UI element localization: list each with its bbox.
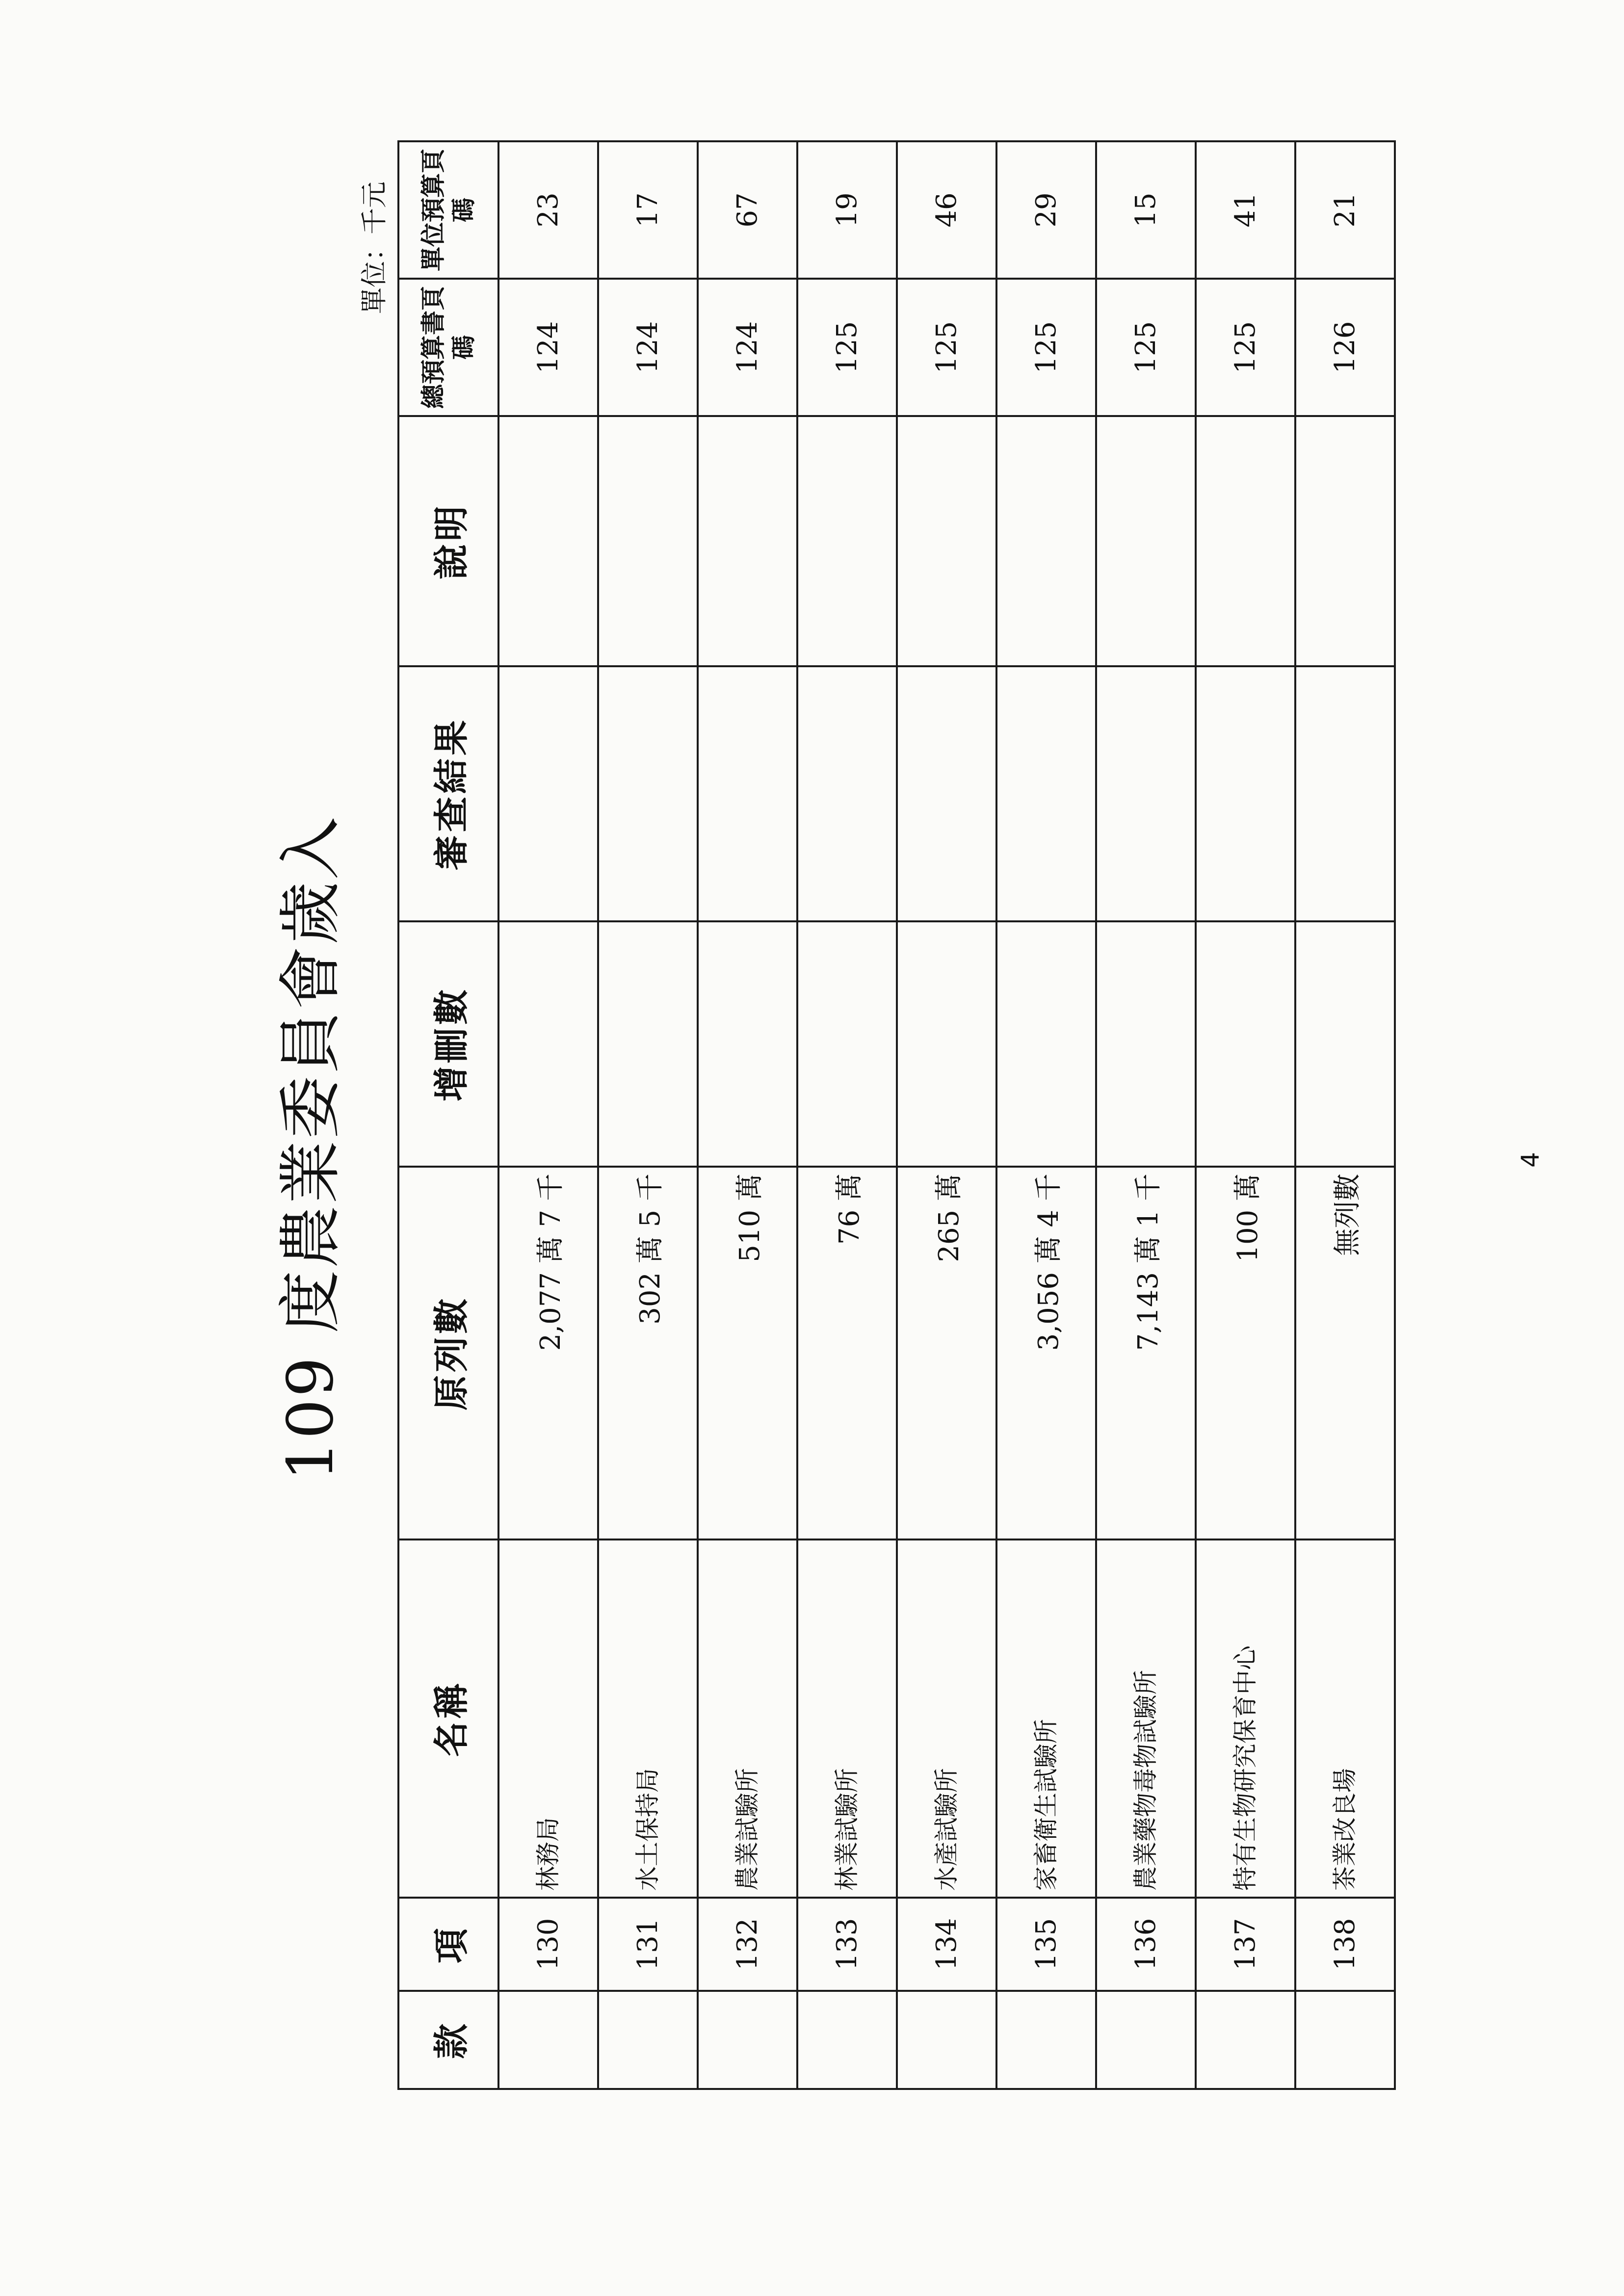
cell-item: 136 — [1096, 1898, 1196, 1991]
page-number: 4 — [1516, 1152, 1545, 1168]
table-body — [498, 141, 1395, 2089]
cell-original: 7,143 萬 1 千 — [1096, 1167, 1196, 1539]
cell-note — [498, 416, 598, 666]
cell-item: 135 — [996, 1898, 1096, 1991]
cell-name: 農業藥物毒物試驗所 — [1096, 1539, 1196, 1898]
header-row — [398, 141, 498, 2089]
cell-change — [897, 921, 996, 1167]
cell-total-page: 125 — [996, 279, 1096, 416]
cell-total-page: 126 — [1295, 279, 1395, 416]
document-title: 109 度農業委員會歲入 — [274, 815, 347, 1481]
cell-change — [996, 921, 1096, 1167]
table-row — [1295, 141, 1395, 2089]
cell-total-page: 125 — [1096, 279, 1196, 416]
cell-change — [1196, 921, 1295, 1167]
cell-review — [897, 666, 996, 921]
cell-note — [797, 416, 897, 666]
cell-item: 132 — [698, 1898, 797, 1991]
cell-total-page: 124 — [598, 279, 698, 416]
cell-name: 農業試驗所 — [698, 1539, 797, 1898]
cell-total-page: 125 — [897, 279, 996, 416]
cell-note — [996, 416, 1096, 666]
cell-unit-page: 19 — [797, 141, 897, 279]
cell-original: 100 萬 — [1196, 1167, 1295, 1539]
cell-unit-page: 41 — [1196, 141, 1295, 279]
cell-item: 131 — [598, 1898, 698, 1991]
header-original: 原列數 — [398, 1167, 498, 1539]
cell-unit-page: 15 — [1096, 141, 1196, 279]
cell-section — [1295, 1991, 1395, 2089]
table-row — [797, 141, 897, 2089]
cell-unit-page: 67 — [698, 141, 797, 279]
table-row — [698, 141, 797, 2089]
cell-item: 137 — [1196, 1898, 1295, 1991]
cell-section — [1196, 1991, 1295, 2089]
header-section: 款 — [398, 1991, 498, 2089]
cell-change — [598, 921, 698, 1167]
cell-review — [1096, 666, 1196, 921]
table-row — [598, 141, 698, 2089]
header-change: 增刪數 — [398, 921, 498, 1167]
table-row — [897, 141, 996, 2089]
cell-unit-page: 23 — [498, 141, 598, 279]
cell-original: 302 萬 5 千 — [598, 1167, 698, 1539]
cell-note — [1096, 416, 1196, 666]
cell-change — [1096, 921, 1196, 1167]
cell-total-page: 125 — [797, 279, 897, 416]
cell-section — [897, 1991, 996, 2089]
header-review: 審查結果 — [398, 666, 498, 921]
cell-change — [498, 921, 598, 1167]
table-row — [498, 141, 598, 2089]
cell-total-page: 124 — [498, 279, 598, 416]
header-item: 項 — [398, 1898, 498, 1991]
cell-unit-page: 46 — [897, 141, 996, 279]
cell-change — [698, 921, 797, 1167]
cell-note — [1295, 416, 1395, 666]
cell-original: 無列數 — [1295, 1167, 1395, 1539]
cell-section — [1096, 1991, 1196, 2089]
cell-total-page: 124 — [698, 279, 797, 416]
cell-name: 林業試驗所 — [797, 1539, 897, 1898]
cell-original: 2,077 萬 7 千 — [498, 1167, 598, 1539]
cell-note — [897, 416, 996, 666]
cell-original: 76 萬 — [797, 1167, 897, 1539]
cell-original: 510 萬 — [698, 1167, 797, 1539]
cell-name: 茶業改良場 — [1295, 1539, 1395, 1898]
cell-section — [698, 1991, 797, 2089]
cell-review — [1196, 666, 1295, 921]
cell-item: 130 — [498, 1898, 598, 1991]
cell-section — [996, 1991, 1096, 2089]
cell-note — [698, 416, 797, 666]
cell-review — [698, 666, 797, 921]
cell-original: 265 萬 — [897, 1167, 996, 1539]
header-name: 名稱 — [398, 1539, 498, 1898]
cell-item: 133 — [797, 1898, 897, 1991]
cell-original: 3,056 萬 4 千 — [996, 1167, 1096, 1539]
cell-section — [598, 1991, 698, 2089]
cell-review — [498, 666, 598, 921]
cell-section — [498, 1991, 598, 2089]
table-row — [1096, 141, 1196, 2089]
cell-review — [996, 666, 1096, 921]
cell-review — [797, 666, 897, 921]
unit-label: 單位：千元 — [359, 182, 390, 314]
table-row — [996, 141, 1096, 2089]
cell-name: 水土保持局 — [598, 1539, 698, 1898]
cell-section — [797, 1991, 897, 2089]
cell-unit-page: 29 — [996, 141, 1096, 279]
cell-note — [1196, 416, 1295, 666]
cell-change — [797, 921, 897, 1167]
cell-item: 138 — [1295, 1898, 1395, 1991]
header-total-page: 總預算書頁碼 — [398, 279, 498, 416]
header-note: 說明 — [398, 416, 498, 666]
header-unit-page: 單位預算頁碼 — [398, 141, 498, 279]
budget-table — [397, 140, 1396, 2090]
cell-unit-page: 21 — [1295, 141, 1395, 279]
cell-name: 林務局 — [498, 1539, 598, 1898]
cell-note — [598, 416, 698, 666]
cell-review — [598, 666, 698, 921]
cell-name: 特有生物研究保育中心 — [1196, 1539, 1295, 1898]
cell-unit-page: 17 — [598, 141, 698, 279]
table-row — [1196, 141, 1295, 2089]
cell-name: 水產試驗所 — [897, 1539, 996, 1898]
cell-name: 家畜衛生試驗所 — [996, 1539, 1096, 1898]
cell-item: 134 — [897, 1898, 996, 1991]
cell-review — [1295, 666, 1395, 921]
cell-change — [1295, 921, 1395, 1167]
cell-total-page: 125 — [1196, 279, 1295, 416]
